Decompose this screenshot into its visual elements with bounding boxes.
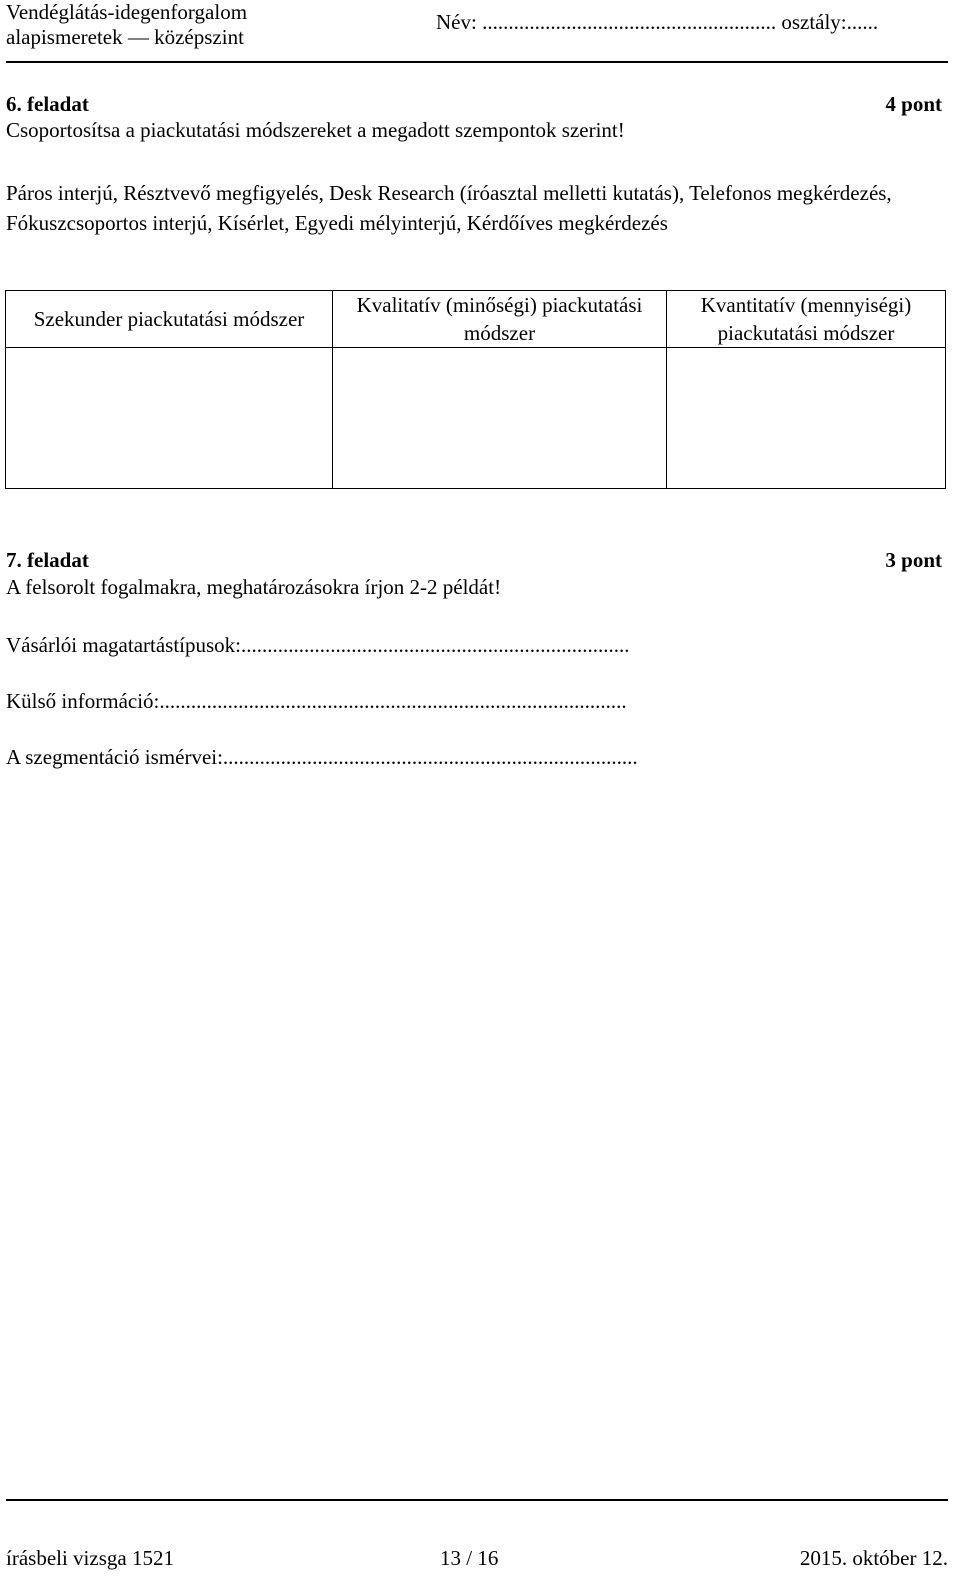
header-secondary: Szekunder piackutatási módszer <box>6 291 333 348</box>
page-header <box>6 0 948 63</box>
table-answer-row <box>6 348 946 489</box>
classification-table <box>5 290 946 489</box>
answer-line-external-info[interactable]: Külső információ:......................................................................................... <box>6 689 627 713</box>
task-7-title: 7. feladat <box>6 548 89 572</box>
name-class-field[interactable]: Név: ........................................................ osztály:...... <box>436 10 879 34</box>
answer-cell-qualitative[interactable] <box>333 348 667 489</box>
answer-line-segmentation[interactable]: A szegmentáció ismérvei:............................................................................... <box>6 745 638 769</box>
subject-line-2: alapismeretek — középszint <box>6 25 244 49</box>
subject-line-1: Vendéglátás-idegenforgalom <box>6 0 248 24</box>
answer-cell-secondary[interactable] <box>6 348 333 489</box>
header-quantitative: Kvantitatív (mennyiségi) piackutatási módszer <box>667 291 946 348</box>
task-7-heading <box>6 548 948 573</box>
task-6-heading <box>6 92 948 117</box>
table-header-row <box>6 291 946 348</box>
footer-divider <box>6 1499 948 1501</box>
footer-page-number: 13 / 16 <box>440 1546 499 1570</box>
header-qualitative: Kvalitatív (minőségi) piackutatási módszer <box>333 291 667 348</box>
footer-exam: írásbeli vizsga 1521 <box>6 1546 174 1570</box>
footer-date: 2015. október 12. <box>799 1546 948 1570</box>
task-6-instruction: Csoportosítsa a piackutatási módszereket a megadott szempontok szerint! <box>6 118 625 142</box>
task-7-instruction: A felsorolt fogalmakra, meghatározásokra írjon 2-2 példát! <box>6 575 502 599</box>
answer-cell-quantitative[interactable] <box>667 348 946 489</box>
task-6-options: Páros interjú, Résztvevő megfigyelés, Desk Research (íróasztal melletti kutatás), Telefonos megkérdezés, Fókuszcsoportos interjú, Kísérlet, Egyedi mélyinterjú, Kérdőíves megkérdezés <box>6 181 892 235</box>
task-7-points: 3 pont <box>885 548 942 572</box>
answer-line-buyer-behaviour[interactable]: Vásárlói magatartástípusok:.......................................................................... <box>6 633 630 657</box>
task-6-points: 4 pont <box>885 92 942 116</box>
subject-title <box>6 0 247 50</box>
task-6-title: 6. feladat <box>6 92 89 116</box>
